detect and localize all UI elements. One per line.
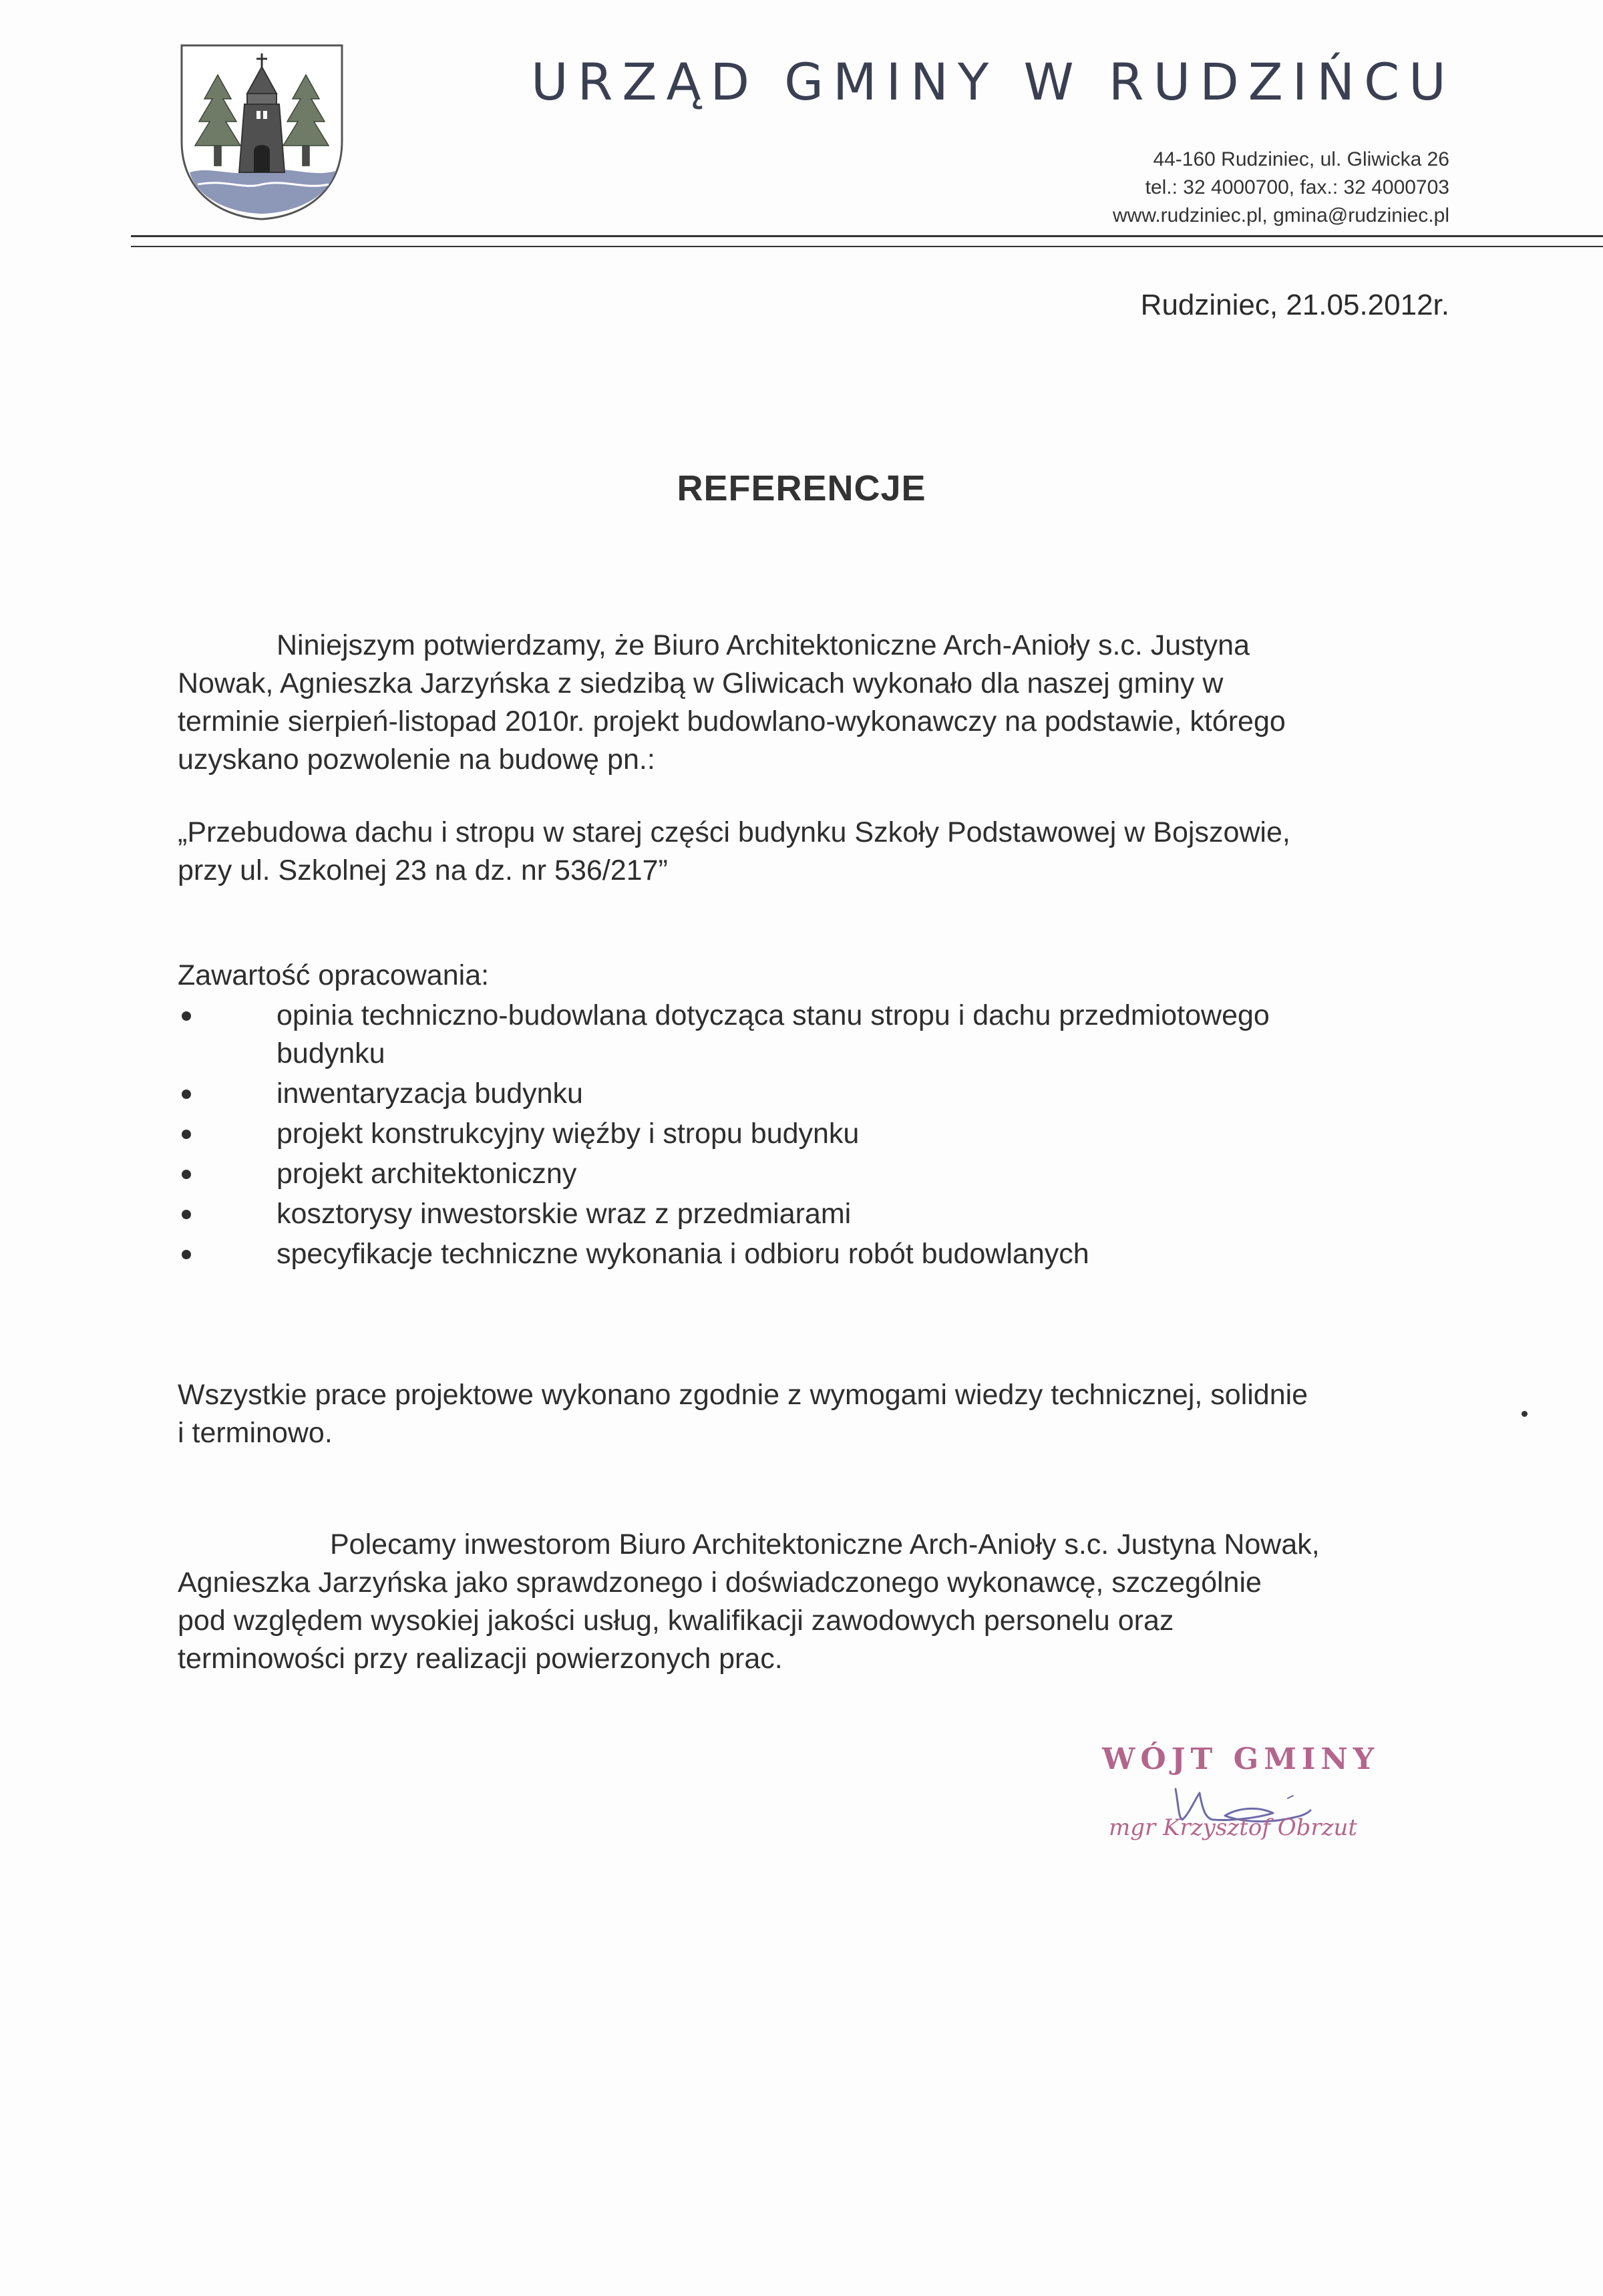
contents-list (178, 997, 1460, 1275)
paragraph-confirmation (178, 627, 1460, 779)
text-line: przy ul. Szkolnej 23 na dz. nr 536/217” (178, 854, 668, 886)
coat-of-arms-icon (178, 41, 346, 222)
list-item: opinia techniczno-budowlana dotycząca stanu stropu i dachu przedmiotowego budynku (178, 997, 1460, 1073)
list-item: projekt konstrukcyjny więźby i stropu budynku (178, 1115, 1460, 1153)
paragraph-recommendation (178, 1526, 1460, 1678)
office-name: URZĄD GMINY W RUDZIŃCU (531, 52, 1455, 112)
text-line: pod względem wysokiej jakości usług, kwalifikacji zawodowych personelu oraz (178, 1605, 1174, 1637)
text-line: Niniejszym potwierdzamy, że Biuro Architektoniczne Arch-Anioły s.c. Justyna (277, 629, 1250, 661)
text-line: „Przebudowa dachu i stropu w starej części budynku Szkoły Podstawowej w Bojszowie, (178, 816, 1290, 848)
header-divider-top (131, 235, 1603, 237)
list-item: projekt architektoniczny (178, 1155, 1460, 1193)
text-line: Polecamy inwestorom Biuro Architektoniczne Arch-Anioły s.c. Justyna Nowak, (330, 1528, 1320, 1561)
text-line: terminowości przy realizacji powierzonych prac. (178, 1643, 783, 1675)
stamp-signatory-name: mgr Krzysztof Obrzut (1109, 1814, 1358, 1841)
text-line: Agnieszka Jarzyńska jako sprawdzonego i doświadczonego wykonawcę, szczególnie (178, 1567, 1262, 1599)
text-line: Wszystkie prace projektowe wykonano zgodnie z wymogami wiedzy technicznej, solidnie (178, 1379, 1308, 1411)
scan-speck (1522, 1411, 1528, 1417)
stamp-title: WÓJT GMINY (1102, 1742, 1380, 1776)
list-item: inwentaryzacja budynku (178, 1075, 1460, 1113)
bullet-icon (182, 1130, 191, 1139)
address-line: 44-160 Rudziniec, ul. Gliwicka 26 (1153, 148, 1449, 170)
contents-heading: Zawartość opracowania: (178, 959, 490, 991)
document-title: REFERENCJE (677, 468, 926, 508)
list-item: kosztorysy inwestorskie wraz z przedmiarami (178, 1195, 1460, 1233)
office-address (868, 146, 1449, 230)
text-line: i terminowo. (178, 1417, 333, 1449)
bullet-icon (182, 1170, 191, 1179)
bullet-icon (182, 1210, 191, 1219)
web-email-line: www.rudziniec.pl, gmina@rudziniec.pl (1113, 204, 1449, 226)
bullet-icon (182, 1250, 191, 1259)
contact-line: tel.: 32 4000700, fax.: 32 4000703 (1145, 176, 1449, 198)
text-line: uzyskano pozwolenie na budowę pn.: (178, 744, 655, 776)
document-date: Rudziniec, 21.05.2012r. (1140, 289, 1449, 321)
official-stamp (1095, 1737, 1469, 1870)
text-line: Nowak, Agnieszka Jarzyńska z siedzibą w Gliwicach wykonało dla naszej gminy w (178, 667, 1224, 699)
bullet-icon (182, 1090, 191, 1099)
text-line: terminie sierpień-listopad 2010r. projekt budowlano-wykonawczy na podstawie, którego (178, 705, 1286, 737)
list-item: specyfikacje techniczne wykonania i odbioru robót budowlanych (178, 1235, 1460, 1273)
paragraph-quality (178, 1376, 1460, 1452)
project-quote (178, 814, 1460, 890)
header-divider-bottom (131, 246, 1603, 247)
bullet-icon (182, 1011, 191, 1021)
